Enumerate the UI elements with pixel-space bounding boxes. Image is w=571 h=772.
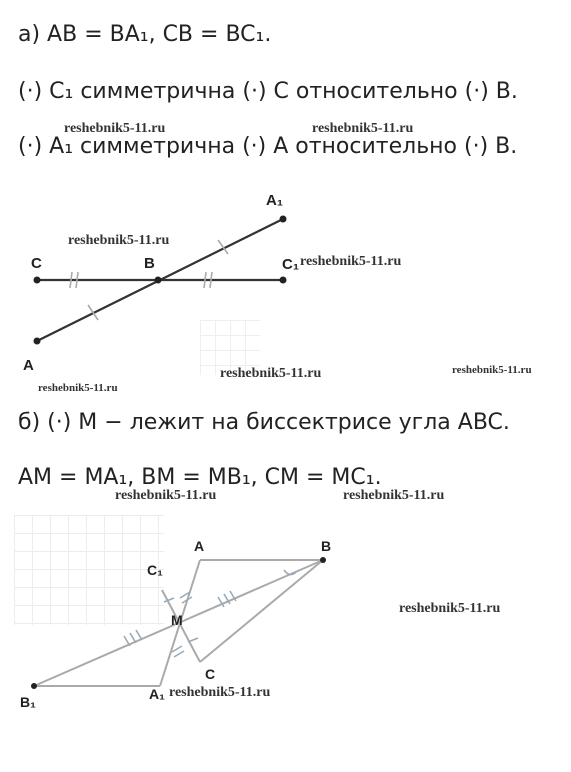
watermark: reshebnik5-11.ru [452, 364, 532, 376]
label-m: M [171, 612, 183, 628]
watermark: reshebnik5-11.ru [38, 382, 118, 394]
point-c [34, 277, 41, 284]
point-b2 [320, 557, 326, 563]
watermark: reshebnik5-11.ru [169, 685, 271, 700]
label-a: A [23, 357, 34, 374]
text-line-b: б) (·) M − лежит на биссектрисе угла ABC. [18, 410, 510, 435]
watermark: reshebnik5-11.ru [399, 601, 501, 616]
point-c1 [280, 277, 287, 284]
label-c1: C₁ [282, 256, 300, 273]
point-b [155, 277, 162, 284]
text-line-equalities: AM = MA₁, BM = MB₁, CM = MC₁. [18, 465, 382, 490]
watermark: reshebnik5-11.ru [343, 488, 445, 503]
point-a [34, 338, 41, 345]
text-line-symmetric-a: (·) A₁ симметрична (·) A относительно (·) B. [18, 134, 518, 159]
label-a: A [194, 538, 205, 554]
label-c: C [31, 255, 42, 272]
label-a1: A₁ [266, 192, 284, 209]
label-c: C [205, 666, 216, 682]
text-line-symmetric-c: (·) C₁ симметрична (·) C относительно (·) B. [18, 79, 518, 104]
watermark: reshebnik5-11.ru [115, 488, 217, 503]
label-c1: C₁ [147, 562, 163, 578]
watermark: reshebnik5-11.ru [300, 254, 402, 269]
watermark: reshebnik5-11.ru [220, 366, 322, 381]
watermark: reshebnik5-11.ru [312, 121, 414, 136]
point-b1 [31, 683, 37, 689]
point-a1 [280, 216, 287, 223]
watermark: reshebnik5-11.ru [68, 233, 170, 248]
watermark: reshebnik5-11.ru [64, 121, 166, 136]
label-b1: B₁ [20, 694, 36, 710]
label-a1: A₁ [149, 686, 165, 702]
label-b: B [144, 255, 155, 272]
text-line-a: а) AB = BA₁, CB = BC₁. [18, 22, 272, 47]
label-b: B [321, 538, 332, 554]
